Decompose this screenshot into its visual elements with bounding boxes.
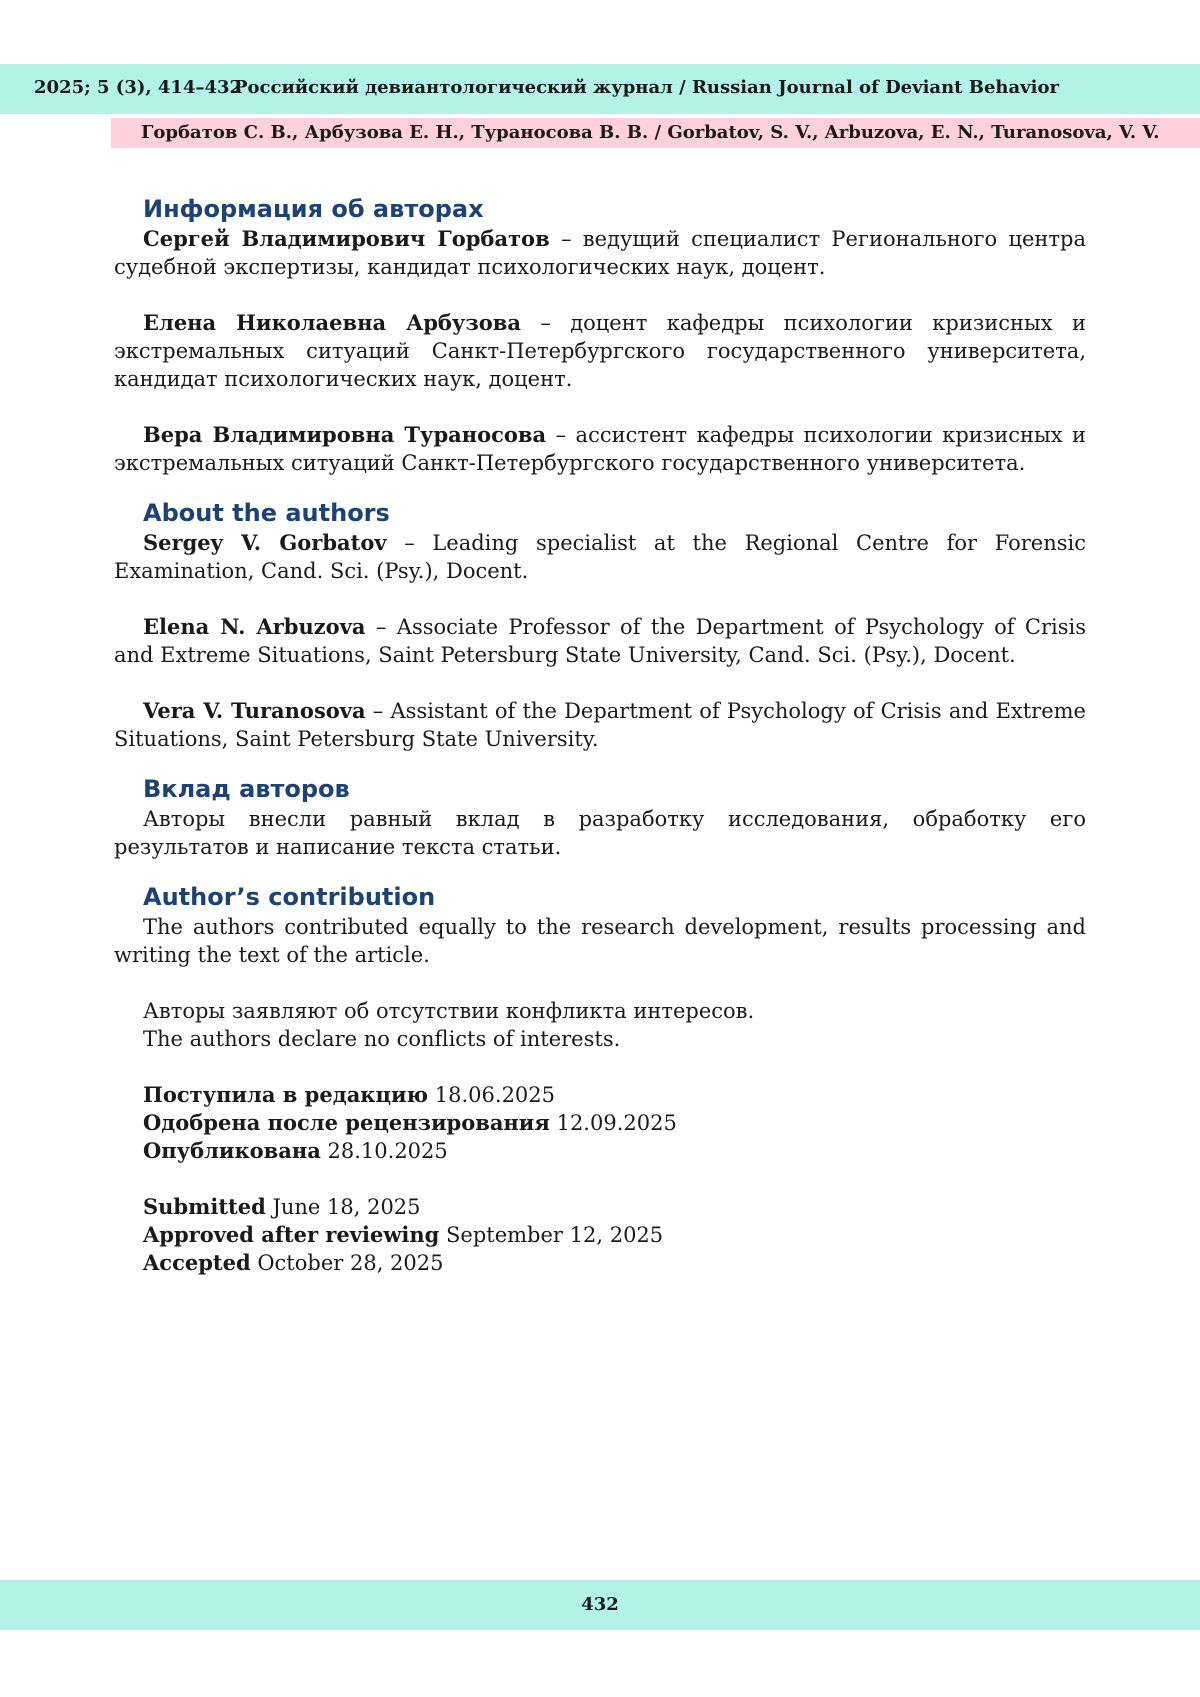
author-entry-ru-3	[114, 421, 1086, 477]
author-entry-en-2	[114, 613, 1086, 669]
date-label: Submitted	[143, 1194, 266, 1219]
date-label: Approved after reviewing	[143, 1222, 440, 1247]
date-approved-en	[114, 1221, 1086, 1249]
author-name: Sergey V. Gorbatov	[143, 530, 387, 555]
authors-info-heading-ru: Информация об авторах	[143, 195, 484, 223]
author-entry-ru-1	[114, 225, 1086, 281]
author-entry-en-1	[114, 529, 1086, 585]
article-content	[114, 193, 1086, 1277]
running-authors: Горбатов С. В., Арбузова Е. Н., Тураносова В. В. / Gorbatov, S. V., Arbuzova, E. N., Turanosova, V. V.	[141, 122, 1160, 143]
journal-header-band	[0, 64, 1200, 114]
date-value: 18.06.2025	[428, 1083, 556, 1107]
date-label: Accepted	[143, 1250, 251, 1275]
date-label: Одобрена после рецензирования	[143, 1110, 550, 1135]
date-submitted-ru	[114, 1081, 1086, 1109]
author-name: Elena N. Arbuzova	[143, 614, 366, 639]
date-value: 12.09.2025	[549, 1111, 677, 1135]
issue-reference: 2025; 5 (3), 414–432	[34, 77, 243, 98]
author-description: – Associate Professor of the Department of Psychology of Crisis and Extreme Situations, Saint Petersburg State University, Cand. Sci. (Psy.), Docent.	[114, 615, 1086, 667]
footer-band	[0, 1580, 1200, 1630]
author-entry-en-3	[114, 697, 1086, 753]
conflict-statement-en: The authors declare no conflicts of interests.	[143, 1027, 621, 1051]
date-accepted-en	[114, 1249, 1086, 1277]
running-authors-band	[111, 118, 1200, 148]
contribution-text-ru: Авторы внесли равный вклад в разработку исследования, обработку его результатов и написание текста статьи.	[114, 807, 1086, 859]
date-published-ru	[114, 1137, 1086, 1165]
page-number: 432	[581, 1594, 619, 1615]
author-name: Vera V. Turanosova	[143, 698, 366, 723]
date-label: Опубликована	[143, 1138, 321, 1163]
date-value: June 18, 2025	[265, 1195, 421, 1219]
author-description: – ведущий специалист Регионального центра судебной экспертизы, кандидат психологических наук, доцент.	[114, 227, 1087, 279]
author-description: – Leading specialist at the Regional Centre for Forensic Examination, Cand. Sci. (Psy.), Docent.	[114, 531, 1086, 583]
journal-title: Российский девиантологический журнал / Russian Journal of Deviant Behavior	[234, 77, 1059, 98]
author-entry-ru-2	[114, 309, 1086, 393]
author-description: – доцент кафедры психологии кризисных и экстремальных ситуаций Санкт-Петербургского государственного университета, кандидат психологических наук, доцент.	[114, 311, 1086, 391]
author-name: Вера Владимировна Тураносова	[143, 422, 547, 447]
authors-info-heading-en: About the authors	[143, 499, 390, 527]
author-name: Елена Николаевна Арбузова	[143, 310, 521, 335]
date-value: October 28, 2025	[250, 1251, 444, 1275]
date-value: 28.10.2025	[320, 1139, 448, 1163]
conflict-statement-ru: Авторы заявляют об отсутствии конфликта интересов.	[143, 999, 755, 1023]
contribution-heading-en: Author’s contribution	[143, 883, 436, 911]
date-approved-ru	[114, 1109, 1086, 1137]
author-description: – Assistant of the Department of Psychology of Crisis and Extreme Situations, Saint Petersburg State University.	[114, 699, 1086, 751]
author-name: Сергей Владимирович Горбатов	[143, 226, 550, 251]
contribution-text-en: The authors contributed equally to the research development, results processing and writing the text of the article.	[114, 915, 1086, 967]
contribution-heading-ru: Вклад авторов	[143, 775, 350, 803]
author-description: – ассистент кафедры психологии кризисных и экстремальных ситуаций Санкт-Петербургского государственного университета.	[114, 423, 1086, 475]
date-submitted-en	[114, 1193, 1086, 1221]
date-label: Поступила в редакцию	[143, 1082, 429, 1107]
date-value: September 12, 2025	[439, 1223, 664, 1247]
